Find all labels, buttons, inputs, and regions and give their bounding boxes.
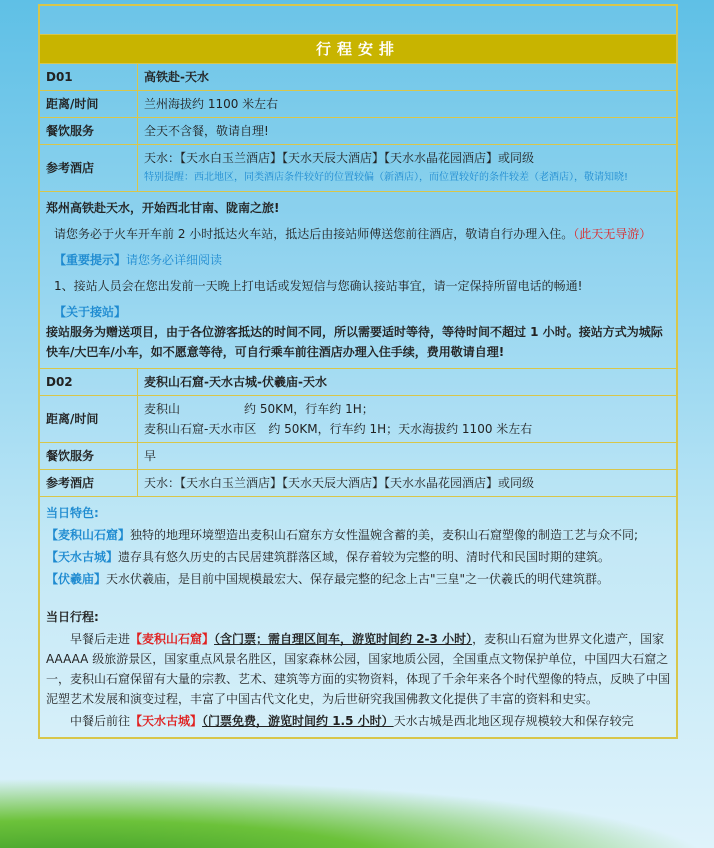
d02-feature-1-text: 独特的地理环境塑造出麦积山石窟东方女性温婉含蓄的美，麦积山石窟塑像的制造工艺与众不同; <box>130 528 639 542</box>
d02-description <box>40 497 677 738</box>
d02-route: 麦积山石窟-天水古城-伏羲庙-天水 <box>138 369 677 396</box>
d02-feature-2-text: 遗存具有悠久历史的古民居建筑群落区域，保存着较为完整的明、清时代和民国时期的建筑。 <box>118 550 611 564</box>
d02-itin-p1-name: 【麦积山石窟】 <box>130 632 215 646</box>
d01-distance-label: 距离/时间 <box>40 91 138 118</box>
d01-tip-text: 请您务必详细阅读 <box>126 253 223 267</box>
d01-code: D01 <box>40 64 138 91</box>
itinerary-document <box>38 4 678 739</box>
d02-distance-line1-a: 麦积山 <box>144 402 181 416</box>
d01-distance-value: 兰州海拔约 1100 米左右 <box>138 91 677 118</box>
d02-feature-1-name: 【麦积山石窟】 <box>46 528 131 542</box>
spacer <box>46 595 670 607</box>
d01-hotel-row <box>40 145 677 192</box>
d02-itin-p2-paren: （门票免费，游览时间约 1.5 小时） <box>202 714 394 728</box>
d01-headline: 郑州高铁赴天水，开始西北甘南、陇南之旅! <box>46 201 280 215</box>
d01-tip1: 1、接站人员会在您出发前一天晚上打电话或发短信与您确认接站事宜，请一定保持所留电话的畅通! <box>54 279 583 293</box>
d02-distance-line1 <box>144 399 670 419</box>
d02-feature-1 <box>46 525 670 545</box>
d02-distance-line2: 麦积山石窟-天水市区 约 50KM，行车约 1H；天水海拔约 1100 米左右 <box>144 422 533 436</box>
d02-feature-2 <box>46 547 670 567</box>
d01-route: 高铁赴-天水 <box>138 64 677 91</box>
d01-pickup-title: 【关于接站】 <box>54 305 127 319</box>
d01-hotel-value: 天水：【天水白玉兰酒店】【天水天辰大酒店】【天水水晶花园酒店】或同级 <box>144 151 535 165</box>
d01-hotel-cell <box>138 145 677 192</box>
d01-header-row <box>40 64 677 91</box>
d02-hotel-row <box>40 470 677 497</box>
d02-itin-p2-name: 【天水古城】 <box>130 714 203 728</box>
d02-itinerary-para1 <box>46 629 670 709</box>
blank-row <box>40 6 677 35</box>
d01-tip-line <box>46 250 670 270</box>
d01-meal-row <box>40 118 677 145</box>
d02-hotel-value: 天水：【天水白玉兰酒店】【天水天辰大酒店】【天水水晶花园酒店】或同级 <box>138 470 677 497</box>
d01-description-row <box>40 192 677 369</box>
d02-itin-p1-paren: （含门票；需自理区间车，游览时间约 2-3 小时） <box>214 632 473 646</box>
d01-pickup-text: 接站服务为赠送项目，由于各位游客抵达的时间不同，所以需要适时等待，等待时间不超过 1 小时。接站方式为城际快车/大巴车/小车，如不愿意等待，可自行乘车前往酒店办理入住手续，费用敬请自理! <box>46 325 663 359</box>
d01-description <box>40 192 677 369</box>
d02-hotel-label: 参考酒店 <box>40 470 138 497</box>
grass-decoration <box>0 778 714 848</box>
d01-meal-label: 餐饮服务 <box>40 118 138 145</box>
d02-meal-value: 早 <box>138 443 677 470</box>
d02-distance-line1-b: 约 50KM，行车约 1H； <box>244 402 374 416</box>
d02-code: D02 <box>40 369 138 396</box>
d02-header-row <box>40 369 677 396</box>
d02-itin-p2-text: 天水古城是西北地区现存规模较大和保存较完 <box>393 714 634 728</box>
d02-meal-label: 餐饮服务 <box>40 443 138 470</box>
d02-itin-p1-text: ，麦积山石窟为世界文化遗产，国家 AAAAA 级旅游景区，国家重点风景名胜区，国家森林公园，国家地质公园，全国重点文物保护单位，中国四大石窟之一，麦积山石窟保留有大量的宗教、艺术、建筑等方面的实物资料，体现了千余年来各个时代塑像的特点，反映了中国泥塑艺术发展和演变过程，丰富了中国古代文化史，为后世研究我国佛教文化提供了丰富的资料和史实。 <box>46 632 671 706</box>
d02-feature-3-text: 天水伏羲庙，是目前中国规模最宏大、保存最完整的纪念上古"三皇"之一伏羲氏的明代建筑群。 <box>106 572 610 586</box>
section-banner: 行程安排 <box>40 35 677 64</box>
d02-feature-3-name: 【伏羲庙】 <box>46 572 107 586</box>
d02-meal-row <box>40 443 677 470</box>
d02-feature-title: 当日特色: <box>46 506 99 520</box>
d02-distance-label: 距离/时间 <box>40 396 138 443</box>
d01-tip-title: 【重要提示】 <box>54 253 127 267</box>
d02-itinerary-title: 当日行程: <box>46 610 99 624</box>
d01-para1 <box>46 224 670 244</box>
d02-itin-p1-a: 早餐后走进 <box>70 632 131 646</box>
d02-distance-cell <box>138 396 677 443</box>
itinerary-table <box>39 5 677 738</box>
d02-feature-3 <box>46 569 670 589</box>
d01-hotel-note: 特别提醒：西北地区，同类酒店条件较好的位置较偏（新酒店），而位置较好的条件较差（老酒店），敬请知晓! <box>144 172 629 183</box>
d02-distance-row <box>40 396 677 443</box>
d02-description-row <box>40 497 677 738</box>
d01-meal-value: 全天不含餐，敬请自理! <box>138 118 677 145</box>
d01-para1-text: 请您务必于火车开车前 2 小时抵达火车站，抵达后由接站师傅送您前往酒店，敬请自行办理入住。 <box>54 227 574 241</box>
d01-hotel-label: 参考酒店 <box>40 145 138 192</box>
d02-feature-2-name: 【天水古城】 <box>46 550 119 564</box>
d02-itinerary-para2 <box>46 711 670 731</box>
d01-no-guide-note: （此天无导游） <box>573 227 652 241</box>
d01-distance-row <box>40 91 677 118</box>
d02-itin-p2-a: 中餐后前往 <box>70 714 131 728</box>
